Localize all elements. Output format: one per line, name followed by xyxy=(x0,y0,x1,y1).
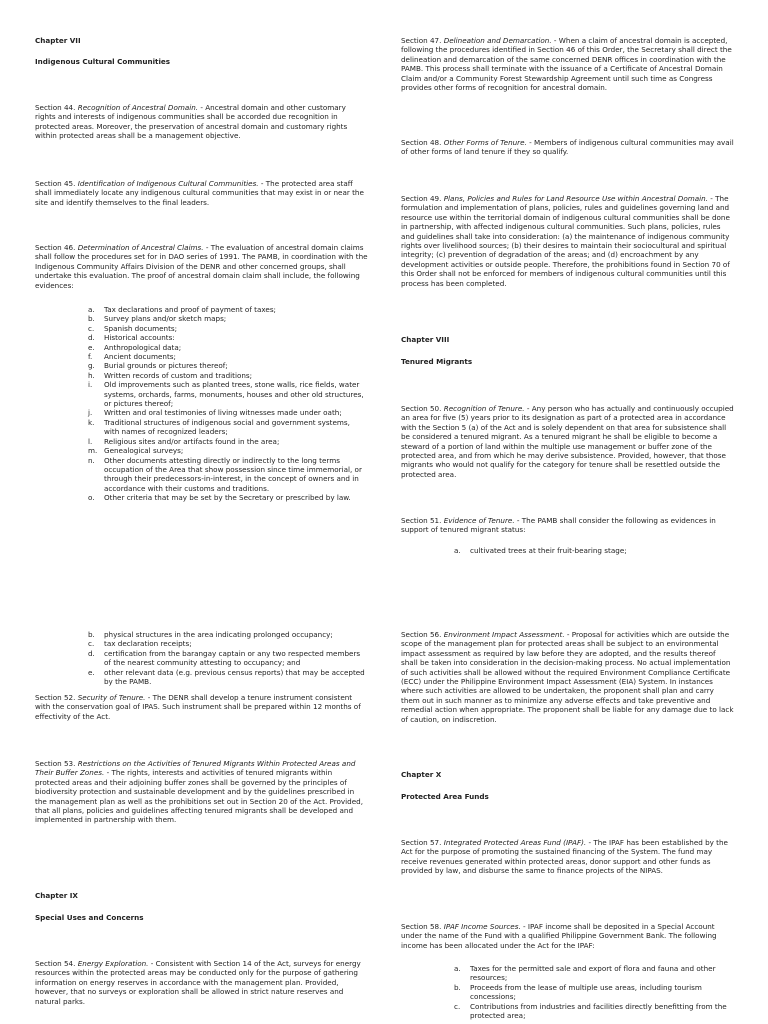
section-57-number: Section 57. xyxy=(401,838,444,847)
list-item-text: certification from the barangay captain or any two respected members of the nearest community attesting to occupancy; and xyxy=(104,648,361,668)
section-48-body: - Members of indigenous cultural communities may avail of other forms of land tenure if they so qualify. xyxy=(401,138,734,157)
section-45 xyxy=(35,179,368,207)
section-50-body: - Any person who has actually and continuously occupied an area for five (5) years prior to its designation as part of a protected area in accordance with the Section 5 (a) of the Act and is solely dependent on that area for subsistence shall be considered a tenured migrant. As a tenured migrant he shall be eligible to become a steward of a portion of land within the multiple use management or buffer zone of the protected area, and from which he may derive subsistence. Provided, however, that those migrants who would not qualify for the category for tenure shall be resettled outside the protected area. xyxy=(401,404,734,479)
section-51-number: Section 51. xyxy=(401,516,444,525)
section-49-title: Plans, Policies and Rules for Land Resource Use within Ancestral Domain. xyxy=(443,194,708,203)
chapter-viii-title: Chapter VIII xyxy=(401,335,450,344)
section-51-title: Evidence of Tenure. xyxy=(443,516,515,525)
list-item-marker: a. xyxy=(88,305,95,314)
list-item-text: Taxes for the permitted sale and export of flora and fauna and other resources; xyxy=(470,964,716,983)
list-item-marker: h. xyxy=(88,370,95,380)
list-item-text: Written and oral testimonies of living witnesses made under oath; xyxy=(104,408,342,418)
section-56-body: - Proposal for activities which are outside the scope of the management plan for protected areas shall be subject to an environmental impact assessment as required by law before they are adopted, and the results thereof shall be taken into consideration in the decision-making process. No actual implementation of such activities shall be allowed without the required Environment Compliance Certificate (ECC) under the Philippine Environment Impact Assessment (EIA) System. In instances where such activities are allowed to be undertaken, the proponent shall plan and carry them out in such manner as to minimize any adverse effects and take preventive and remedial action when appropriate. The proponent shall be liable for any damage due to lack of caution, on indiscretion. xyxy=(401,630,734,724)
section-50-number: Section 50. xyxy=(401,404,444,413)
list-item xyxy=(88,668,366,687)
list-item xyxy=(88,343,366,352)
list-item xyxy=(88,333,366,342)
section-50 xyxy=(401,404,734,479)
section-54-title: Energy Exploration. xyxy=(77,959,149,968)
list-item xyxy=(88,324,366,333)
section-58-income-list xyxy=(454,964,734,1020)
section-45-title: Identification of Indigenous Cultural Communities. xyxy=(77,179,259,188)
chapter-vii-title: Chapter VII xyxy=(35,36,81,45)
section-45-number: Section 45. xyxy=(35,179,78,188)
section-44-title: Recognition of Ancestral Domain. xyxy=(77,103,199,112)
list-item-text: physical structures in the area indicating prolonged occupancy; xyxy=(104,630,333,639)
section-53-title: Restrictions on the Activities of Tenured Migrants Within Protected Areas and Their Buffer Zones. xyxy=(35,759,356,778)
list-item xyxy=(454,1002,734,1021)
section-44 xyxy=(35,103,368,141)
list-item xyxy=(88,630,366,639)
list-item-text: cultivated trees at their fruit-bearing stage; xyxy=(470,546,627,555)
list-item xyxy=(88,361,366,370)
list-item xyxy=(454,964,734,983)
list-item xyxy=(88,408,366,417)
list-item-marker: c. xyxy=(88,639,95,649)
list-item-marker: a. xyxy=(454,964,461,973)
section-52-number: Section 52. xyxy=(35,693,78,702)
section-46 xyxy=(35,243,368,290)
section-51-evidence-list xyxy=(454,546,734,555)
section-49-number: Section 49. xyxy=(401,194,444,203)
section-45-body: - The protected area staff shall immediately locate any indigenous cultural communities that may exist in or near the site and identify themselves to the final leaders. xyxy=(35,179,364,207)
list-item xyxy=(88,493,366,502)
section-56-title: Environment Impact Assessment. xyxy=(443,630,565,639)
list-item-text: Anthropological data; xyxy=(104,342,182,352)
section-57-body: - The IPAF has been established by the Act for the purpose of promoting the sustained financing of the System. The fund may receive revenues generated within protected areas, donor support and other funds as provided by law, and disburse the same to finance projects of the NIPAS. xyxy=(401,838,728,876)
list-item-text: Religious sites and/or artifacts found in the area; xyxy=(104,436,280,446)
list-item xyxy=(88,418,366,437)
list-item-marker: j. xyxy=(88,408,93,418)
section-58-title: IPAF Income Sources. xyxy=(443,922,521,931)
list-item xyxy=(454,546,734,555)
section-49-body: - The formulation and implementation of plans, policies, rules and guidelines governing land and resource use within the territorial domain of indigenous cultural communities shall be done in partnership, with affected indigenous cultural communities. Such plans, policies, rules and guidelines shall take into consideration: (a) the maintenance of indigenous community rights over livelihood sources; (b) their desires to maintain their sociocultural and spiritual integrity; (c) prevention of degradation of the areas; and (d) encroachment by any development activities or outside people. Therefore, the prohibitions found in Section 70 of this Order shall not be enforced for members of indigenous cultural communities until this process has been completed. xyxy=(401,194,730,288)
list-item-text: Spanish documents; xyxy=(104,323,178,333)
list-item-text: Contributions from industries and facilities directly benefitting from the protected area; xyxy=(470,1001,727,1021)
section-56-number: Section 56. xyxy=(401,630,444,639)
list-item-marker: e. xyxy=(88,667,95,677)
list-item-text: Traditional structures of indigenous social and government systems, with names of recognized leaders; xyxy=(104,417,350,437)
list-item xyxy=(88,456,366,494)
list-item-marker: l. xyxy=(88,436,93,446)
list-item xyxy=(88,371,366,380)
list-item-marker: d. xyxy=(88,648,95,658)
section-51-body: - The PAMB shall consider the following as evidences in support of tenured migrant status: xyxy=(401,516,716,535)
list-item-marker: m. xyxy=(88,446,98,456)
section-47 xyxy=(401,36,734,92)
section-44-body: - Ancestral domain and other customary rights and interests of indigenous communities shall be accorded due recognition in protected areas. Moreover, the preservation of ancestral domain and customary rights within protected areas shall be a management objective. xyxy=(35,103,348,141)
list-item-text: Other criteria that may be set by the Secretary or prescribed by law. xyxy=(104,493,351,503)
list-item xyxy=(88,639,366,648)
section-47-body: - When a claim of ancestral domain is accepted, following the procedures identified in Section 46 of this Order, the Secretary shall direct the delineation and demarcation of the same concerned DENR offices in coordination with the PAMB. This process shall terminate with the issuance of a Certificate of Ancestral Domain Claim and/or a Community Forest Stewardship Agreement until such time as Congress provides other forms of recognition for ancestral domain. xyxy=(401,36,732,93)
list-item xyxy=(88,314,366,323)
section-50-title: Recognition of Tenure. xyxy=(443,404,525,413)
list-item-text: Old improvements such as planted trees, stone walls, rice fields, water systems, orchards, farms, monuments, houses and other old structures, or pictures thereof; xyxy=(104,380,364,409)
section-52-body: - The DENR shall develop a tenure instrument consistent with the conservation goal of IPAS. Such instrument shall be prepared within 12 months of effectivity of the Act. xyxy=(35,693,361,721)
list-item xyxy=(88,380,366,408)
section-57-title: Integrated Protected Areas Fund (IPAF). xyxy=(443,838,587,847)
list-item-marker: k. xyxy=(88,417,95,427)
list-item-text: Genealogical surveys; xyxy=(104,446,184,456)
section-54-body: - Consistent with Section 14 of the Act, surveys for energy resources within the protected areas may be conducted only for the purpose of gathering information on energy reserves in accordance with the management plan. Provided, however, that no surveys or exploration shall be allowed in strict nature reserves and natural parks. xyxy=(35,959,361,1006)
list-item-text: Ancient documents; xyxy=(104,352,176,362)
section-46-evidence-list xyxy=(88,305,366,503)
list-item xyxy=(454,983,734,1002)
section-52-title: Security of Tenure. xyxy=(77,693,146,702)
chapter-vii-subtitle: Indigenous Cultural Communities xyxy=(35,57,171,66)
list-item-marker: n. xyxy=(88,455,95,465)
list-item-marker: i. xyxy=(88,380,93,390)
section-58-body: - IPAF income shall be deposited in a Special Account under the name of the Fund with a qualified Philippine Government Bank. The following income has been allocated under the Act for the IPAF: xyxy=(401,922,717,950)
list-item xyxy=(88,649,366,668)
list-item-marker: a. xyxy=(454,546,461,555)
chapter-x-subtitle: Protected Area Funds xyxy=(401,792,489,801)
list-item-text: Proceeds from the lease of multiple use areas, including tourism concessions; xyxy=(470,982,702,1002)
section-49 xyxy=(401,194,734,288)
list-item-text: Written records of custom and traditions; xyxy=(104,370,253,380)
list-item-marker: b. xyxy=(454,982,461,992)
section-51-evidence-list-continued xyxy=(88,630,366,686)
section-58 xyxy=(401,922,734,950)
chapter-ix-subtitle: Special Uses and Concerns xyxy=(35,913,144,922)
list-item xyxy=(88,352,366,361)
list-item-text: Burial grounds or pictures thereof; xyxy=(104,361,228,371)
section-54-number: Section 54. xyxy=(35,959,78,968)
list-item-marker: b. xyxy=(88,630,95,639)
list-item-marker: o. xyxy=(88,493,95,503)
section-47-title: Delineation and Demarcation. xyxy=(443,36,552,45)
section-46-number: Section 46. xyxy=(35,243,78,252)
list-item-marker: f. xyxy=(88,352,93,362)
section-44-number: Section 44. xyxy=(35,103,78,112)
list-item-text: Survey plans and/or sketch maps; xyxy=(104,314,227,324)
section-47-number: Section 47. xyxy=(401,36,444,45)
list-item xyxy=(88,305,366,314)
section-53-number: Section 53. xyxy=(35,759,78,768)
list-item-text: other relevant data (e.g. previous census reports) that may be accepted by the PAMB. xyxy=(104,667,365,687)
list-item-marker: d. xyxy=(88,333,95,343)
list-item xyxy=(88,446,366,455)
list-item-marker: b. xyxy=(88,314,95,324)
section-48 xyxy=(401,138,734,157)
section-48-title: Other Forms of Tenure. xyxy=(443,138,527,147)
section-57 xyxy=(401,838,734,876)
list-item-text: Other documents attesting directly or indirectly to the long terms occupation of the Area that show possession since time immemorial, or through their predecessors-in-interest, in the concept of owners and in accordance with their customs and traditions. xyxy=(104,455,362,493)
section-51 xyxy=(401,516,734,535)
section-46-body: - The evaluation of ancestral domain claims shall follow the procedures set for in DAO series of 1991. The PAMB, in coordination with the Indigenous Community Affairs Division of the DENR and other concerned groups, shall undertake this evaluation. The proof of ancestral domain claim shall include, the following evidences: xyxy=(35,243,368,290)
list-item-text: Tax declarations and proof of payment of taxes; xyxy=(104,305,276,314)
section-53-body: - The rights, interests and activities of tenured migrants within protected areas and their adjoining buffer zones shall be governed by the principles of biodiversity protection and sustainable development and by the guidelines prescribed in the management plan as well as the prohibitions set out in Section 20 of the Act. Provided, that all plans, policies and guidelines affecting tenured migrants shall be developed and implemented in partnership with them. xyxy=(35,768,363,825)
section-46-title: Determination of Ancestral Claims. xyxy=(77,243,204,252)
section-58-number: Section 58. xyxy=(401,922,444,931)
section-54 xyxy=(35,959,368,1006)
list-item-text: tax declaration receipts; xyxy=(104,639,192,649)
section-53 xyxy=(35,759,368,825)
chapter-x-title: Chapter X xyxy=(401,770,442,779)
section-56 xyxy=(401,630,734,724)
list-item xyxy=(88,437,366,446)
list-item-text: Historical accounts: xyxy=(104,333,175,343)
section-52 xyxy=(35,693,368,721)
list-item-marker: c. xyxy=(88,323,95,333)
list-item-marker: g. xyxy=(88,361,95,371)
list-item-marker: c. xyxy=(454,1001,461,1011)
chapter-viii-subtitle: Tenured Migrants xyxy=(401,357,473,366)
list-item-marker: e. xyxy=(88,342,95,352)
chapter-ix-title: Chapter IX xyxy=(35,891,78,900)
section-48-number: Section 48. xyxy=(401,138,444,147)
